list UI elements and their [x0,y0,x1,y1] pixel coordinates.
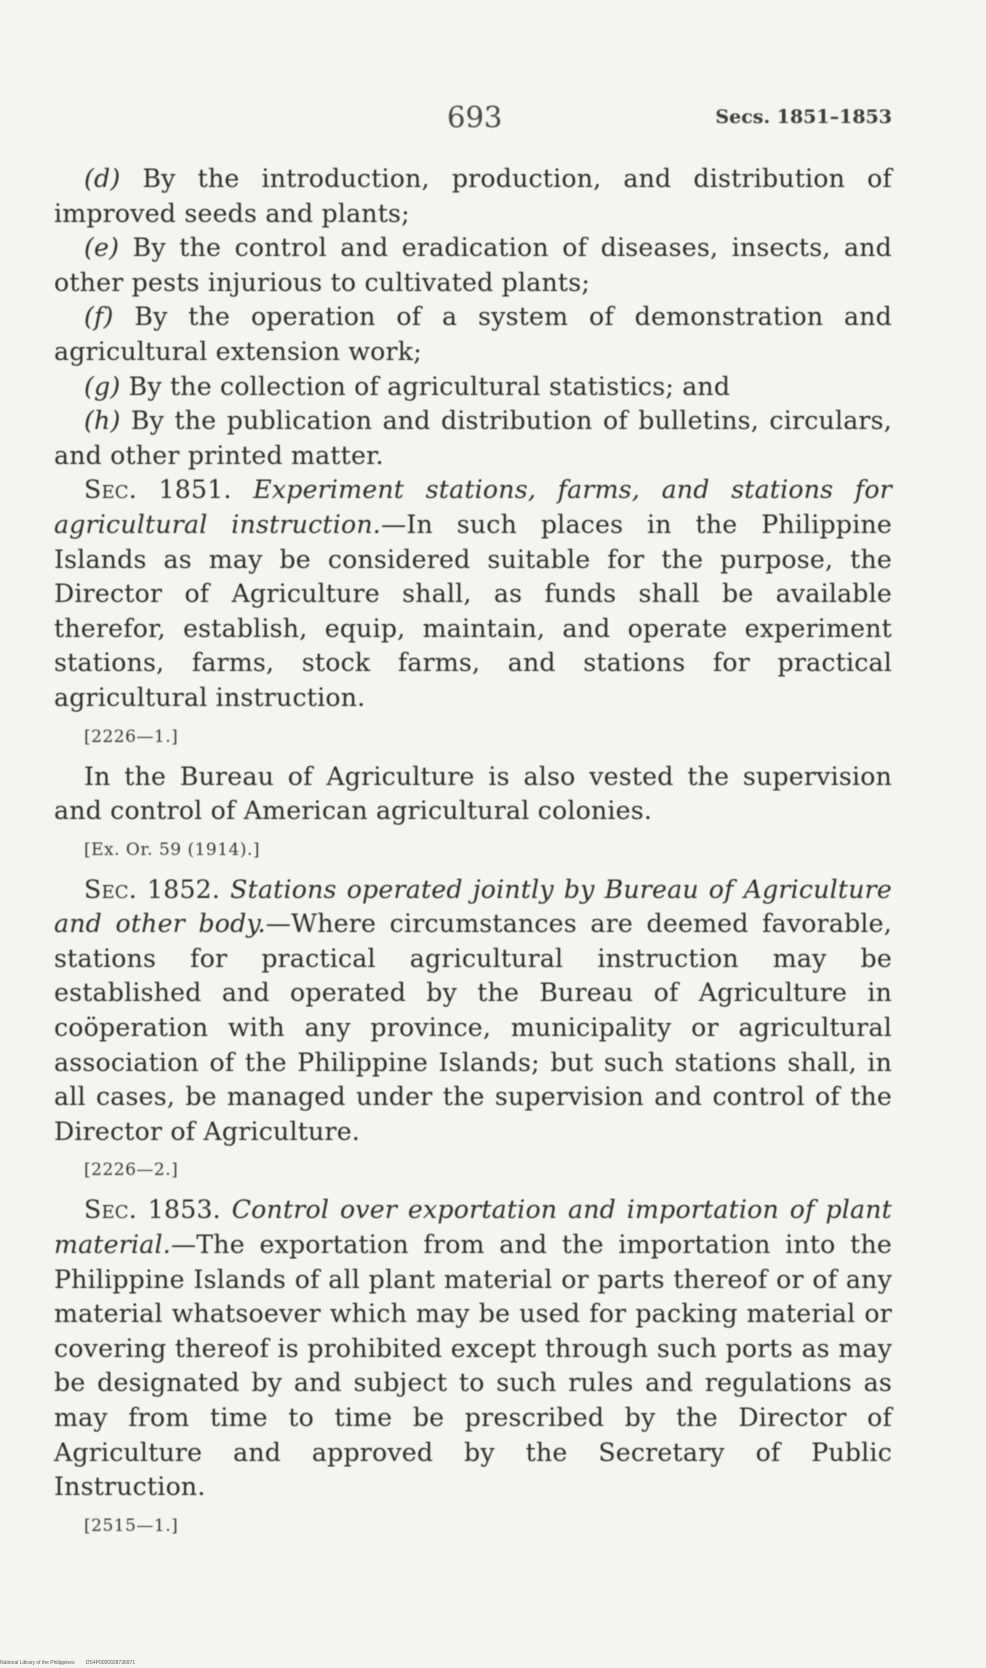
section-body: —Where circumstances are deemed favorable, stations for practical agricultural instruction may be established and operated by the Bureau of Agriculture in coöperation with any province, municipality or agricultural association of the Philippine Islands; but such stations shall, in all cases, be managed under the supervision and control of the Director of Agriculture. [54,909,892,1146]
item-text: By the operation of a system of demonstration and agricultural extension work; [54,302,892,366]
page-header [54,100,892,140]
document-page [54,100,892,1549]
item-text: By the publication and distribution of bulletins, circulars, and other printed matter. [54,406,892,470]
scan-footer [0,1660,145,1666]
section-title: Experiment stations, farms, and stations for agricultural instruction. [54,475,892,539]
list-item-f [54,300,892,369]
section-heading: Sec. 1853. [84,1195,221,1225]
item-label: (h) [84,406,121,436]
section-title: Control over exportation and importation of plant material. [54,1195,892,1260]
item-text: By the control and eradication of diseases, insects, and other pests injurious to cultivated plants; [54,233,892,297]
footer-source: National Library of the Philippines [0,1660,75,1666]
section-1851 [54,473,892,715]
page-number: 693 [447,100,503,134]
section-body: —The exportation from and the importation into the Philippine Islands of all plant material or parts thereof or of any material whatsoever which may be used for packing material or covering thereof is prohibited except through such ports as may be designated by and subject to such rules and regulations as may from time to time be prescribed by the Director of Agriculture and approved by the Secretary of Public Instruction. [54,1230,892,1502]
section-1852 [54,873,892,1150]
item-text: By the collection of agricultural statistics; and [128,371,731,401]
citation: [2226—2.] [84,1160,179,1181]
section-range: Secs. 1851–1853 [715,106,892,128]
list-item-h [54,404,892,473]
section-heading: Sec. 1852. [84,874,221,904]
section-1851-note: In the Bureau of Agriculture is also vested the supervision and control of American agricultural colonies. [54,761,892,826]
citation: [2226—1.] [84,726,179,747]
item-text: By the introduction, production, and distribution of improved seeds and plants; [54,164,892,228]
footer-identifier: DS4P0000928736971 [85,1660,136,1666]
section-body: —In such places in the Philippine Islands as may be considered suitable for the purpose, the Director of Agriculture shall, as funds shall be available therefor, establish, equip, maintain, and operate experiment stations, farms, stock farms, and stations for practical agricultural instruction. [54,509,892,712]
section-1853 [54,1193,892,1504]
citation: [Ex. Or. 59 (1914).] [84,839,261,860]
item-label: (d) [84,164,121,193]
item-label: (e) [84,233,120,263]
item-label: (g) [84,371,121,401]
section-heading: Sec. 1851. [84,475,232,505]
list-item-e [54,231,892,300]
list-item-g [54,370,892,405]
item-label: (f) [84,302,114,332]
list-item-d [54,162,892,231]
citation: [2515—1.] [84,1515,179,1536]
section-title: Stations operated jointly by Bureau of Agriculture and other body. [54,874,892,939]
